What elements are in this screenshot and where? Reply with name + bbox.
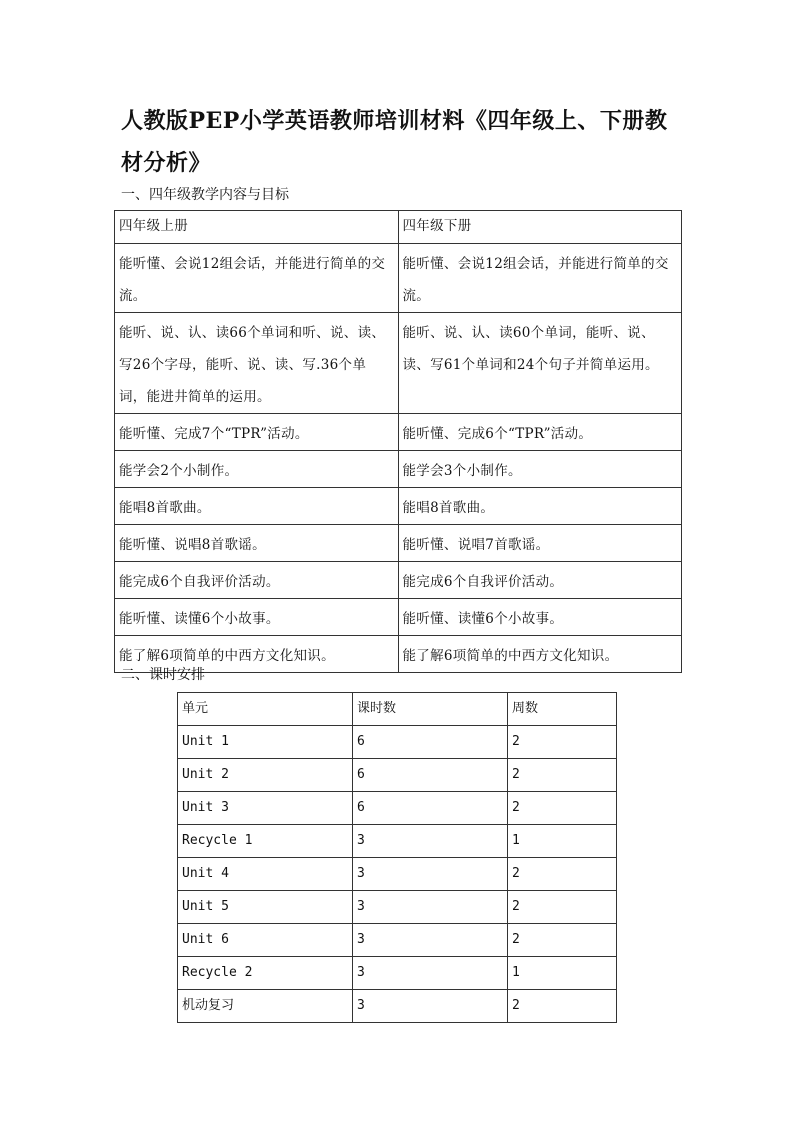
schedule-cell-weeks: 1 — [508, 825, 617, 858]
schedule-cell-unit: Unit 1 — [178, 726, 353, 759]
schedule-cell-weeks: 2 — [508, 990, 617, 1023]
goals-cell-lower: 能了解6项简单的中西方文化知识。 — [398, 636, 682, 673]
schedule-cell-lessons: 3 — [353, 825, 508, 858]
schedule-cell-lessons: 3 — [353, 990, 508, 1023]
goals-cell-lower: 能听懂、会说12组会话，并能进行简单的交流。 — [398, 244, 682, 313]
schedule-table-header-row — [178, 693, 617, 726]
goals-table-header-row — [115, 211, 682, 244]
section-heading-schedule: 二、课时安排 — [121, 667, 205, 683]
schedule-cell-weeks: 1 — [508, 957, 617, 990]
schedule-header-unit: 单元 — [178, 693, 353, 726]
goals-cell-lower: 能完成6个自我评价活动。 — [398, 562, 682, 599]
goals-header-lower: 四年级下册 — [398, 211, 682, 244]
goals-cell-upper: 能学会2个小制作。 — [115, 451, 399, 488]
goals-cell-lower: 能听、说、认、读60个单词，能听、说、读、写61个单词和24个句子并简单运用。 — [398, 313, 682, 414]
goals-cell-upper: 能听懂、说唱8首歌谣。 — [115, 525, 399, 562]
goals-table-row — [115, 313, 682, 414]
goals-cell-lower: 能听懂、读懂6个小故事。 — [398, 599, 682, 636]
schedule-table-row — [178, 924, 617, 957]
goals-table — [114, 210, 682, 673]
schedule-cell-unit: Recycle 2 — [178, 957, 353, 990]
schedule-cell-lessons: 6 — [353, 792, 508, 825]
schedule-cell-unit: Unit 4 — [178, 858, 353, 891]
schedule-cell-lessons: 6 — [353, 759, 508, 792]
schedule-cell-weeks: 2 — [508, 726, 617, 759]
goals-table-row — [115, 414, 682, 451]
goals-cell-upper: 能听懂、读懂6个小故事。 — [115, 599, 399, 636]
goals-cell-lower: 能唱8首歌曲。 — [398, 488, 682, 525]
schedule-cell-lessons: 3 — [353, 924, 508, 957]
schedule-table — [177, 692, 617, 1023]
goals-cell-upper: 能唱8首歌曲。 — [115, 488, 399, 525]
schedule-table-row — [178, 825, 617, 858]
goals-cell-lower: 能学会3个小制作。 — [398, 451, 682, 488]
goals-table-row — [115, 451, 682, 488]
goals-cell-lower: 能听懂、说唱7首歌谣。 — [398, 525, 682, 562]
goals-table-row — [115, 562, 682, 599]
schedule-cell-unit: Unit 3 — [178, 792, 353, 825]
goals-table-row — [115, 525, 682, 562]
goals-cell-lower: 能听懂、完成6个“TPR”活动。 — [398, 414, 682, 451]
schedule-table-row — [178, 726, 617, 759]
schedule-cell-weeks: 2 — [508, 759, 617, 792]
schedule-cell-weeks: 2 — [508, 924, 617, 957]
document-title: 人教版PEP小学英语教师培训材料《四年级上、下册教材分析》 — [121, 108, 668, 176]
schedule-cell-unit: Unit 2 — [178, 759, 353, 792]
goals-cell-upper: 能听懂、会说12组会话，并能进行简单的交流。 — [115, 244, 399, 313]
schedule-cell-weeks: 2 — [508, 858, 617, 891]
schedule-cell-unit: Unit 5 — [178, 891, 353, 924]
schedule-table-row — [178, 891, 617, 924]
schedule-header-weeks: 周数 — [508, 693, 617, 726]
schedule-table-row — [178, 759, 617, 792]
goals-cell-upper: 能听懂、完成7个“TPR”活动。 — [115, 414, 399, 451]
goals-table-row — [115, 599, 682, 636]
schedule-cell-lessons: 6 — [353, 726, 508, 759]
schedule-cell-weeks: 2 — [508, 891, 617, 924]
schedule-table-row — [178, 858, 617, 891]
goals-header-upper: 四年级上册 — [115, 211, 399, 244]
goals-table-row — [115, 488, 682, 525]
schedule-cell-weeks: 2 — [508, 792, 617, 825]
goals-cell-upper: 能听、说、认、读66个单词和听、说、读、写26个字母，能听、说、读、写.36个单词，能进井简单的运用。 — [115, 313, 399, 414]
schedule-cell-unit: Recycle 1 — [178, 825, 353, 858]
schedule-table-row — [178, 990, 617, 1023]
goals-table-row — [115, 244, 682, 313]
schedule-cell-lessons: 3 — [353, 957, 508, 990]
goals-cell-upper: 能了解6项简单的中西方文化知识。 — [115, 636, 399, 673]
schedule-cell-lessons: 3 — [353, 891, 508, 924]
section-heading-goals: 一、四年级教学内容与目标 — [121, 187, 289, 203]
schedule-table-row — [178, 957, 617, 990]
schedule-cell-lessons: 3 — [353, 858, 508, 891]
schedule-cell-unit: 机动复习 — [178, 990, 353, 1023]
schedule-table-row — [178, 792, 617, 825]
schedule-cell-unit: Unit 6 — [178, 924, 353, 957]
goals-cell-upper: 能完成6个自我评价活动。 — [115, 562, 399, 599]
schedule-header-lessons: 课时数 — [353, 693, 508, 726]
